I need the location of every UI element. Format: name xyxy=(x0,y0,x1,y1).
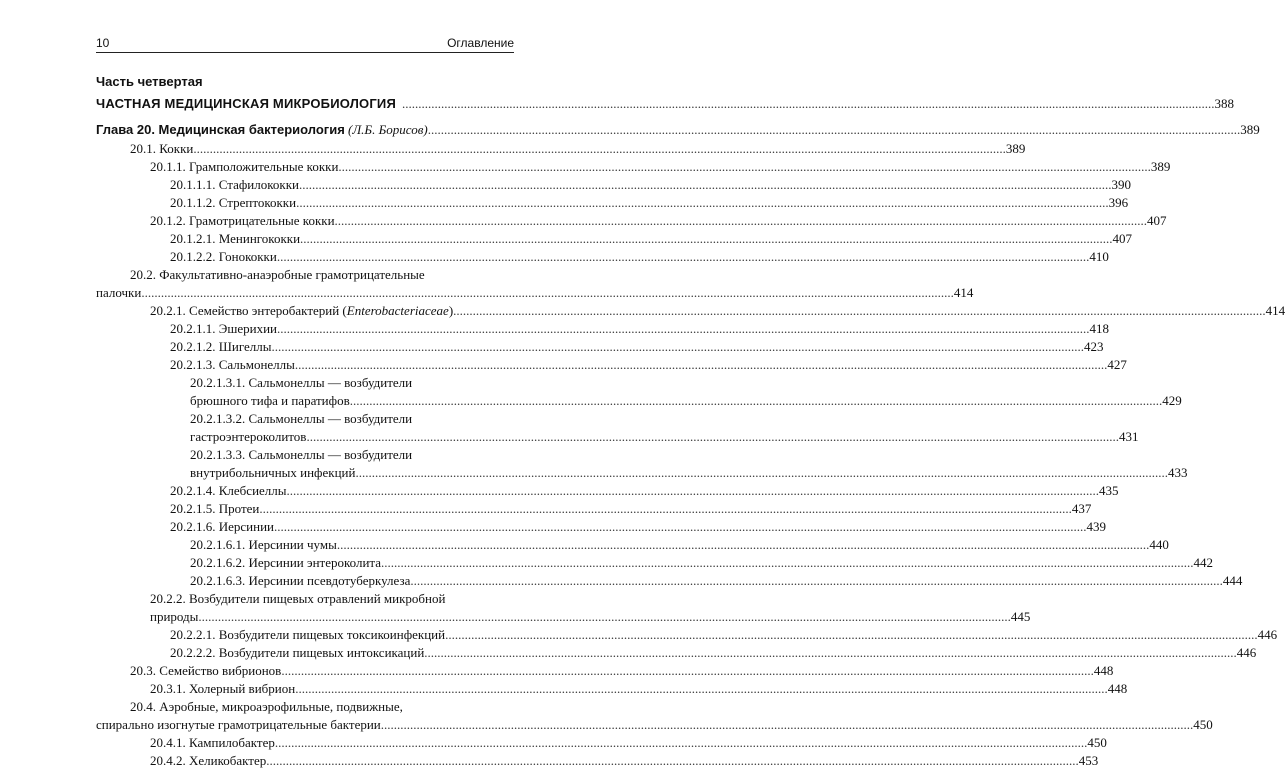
toc-entry-title: природы xyxy=(150,609,199,624)
toc-dot-leader: .......................................................................................................................................................................................................................................................... xyxy=(334,213,1148,228)
toc-entry-leader xyxy=(170,195,1129,211)
toc-page-number: 423 xyxy=(1083,339,1104,354)
toc-entry-leader xyxy=(130,141,1026,157)
toc-page-number: 446 xyxy=(1257,627,1278,642)
toc-page-number: 440 xyxy=(1149,537,1169,552)
toc-page-number: 427 xyxy=(1107,357,1127,372)
toc-entry-leader xyxy=(170,627,1278,643)
toc-entry xyxy=(96,357,1127,373)
toc-entry-leader xyxy=(150,681,1128,697)
toc-page-number: 414 xyxy=(1265,303,1285,318)
toc-dot-leader: .......................................................................................................................................................................................................................................................... xyxy=(336,537,1150,552)
toc-page-number: 450 xyxy=(1193,717,1213,732)
toc-entry-leader xyxy=(170,339,1104,355)
toc-entry-leader xyxy=(96,122,1260,138)
toc-entry-title-line: 20.4. Аэробные, микроаэрофильные, подвижные, xyxy=(130,699,403,714)
toc-entry-title-line: 20.2. Факультативно-анаэробные грамотрицательные xyxy=(130,267,425,282)
toc-entry xyxy=(96,645,1257,661)
toc-dot-leader: .......................................................................................................................................................................................................................................................... xyxy=(453,303,1266,318)
toc-entry-line xyxy=(96,375,514,391)
toc-entry-title: 20.2.1. Семейство энтеробактерий ( xyxy=(150,303,347,318)
toc-entry xyxy=(96,681,1128,697)
toc-entry-title: 20.2.1.6.2. Иерсинии энтероколита xyxy=(190,555,382,570)
toc-page-number: 431 xyxy=(1118,429,1139,444)
toc-entry xyxy=(96,213,1167,229)
toc-entry-title: 20.2.1.6.1. Иерсинии чумы xyxy=(190,537,337,552)
toc-entry xyxy=(96,573,1243,589)
toc-page-number: 435 xyxy=(1099,483,1119,498)
toc-dot-leader: .......................................................................................................................................................................................................................................................... xyxy=(266,753,1079,768)
toc-entry xyxy=(96,122,1260,138)
toc-dot-leader: .......................................................................................................................................................................................................................................................... xyxy=(338,159,1151,174)
toc-dot-leader: .......................................................................................................................................................................................................................................................... xyxy=(306,429,1119,444)
running-title: Оглавление xyxy=(447,36,514,50)
toc-page-number: 446 xyxy=(1236,645,1257,660)
toc-entry xyxy=(96,501,1092,517)
toc-dot-leader: .......................................................................................................................................................................................................................................................... xyxy=(380,717,1194,732)
toc-page-number: 389 xyxy=(1240,122,1260,137)
toc-page-number: 407 xyxy=(1112,231,1133,246)
toc-entry-title: 20.1.2.1. Менингококки xyxy=(170,231,301,246)
toc-entry-title: 20.2.2.2. Возбудители пищевых интоксикаций xyxy=(170,645,425,660)
toc-entry-title: 20.2.1.2. Шигеллы xyxy=(170,339,272,354)
part-label: Часть четвертая xyxy=(96,74,203,89)
toc-dot-leader: .......................................................................................................................................................................................................................................................... xyxy=(296,195,1109,210)
toc-page-number: 388 xyxy=(1214,96,1235,111)
toc-dot-leader: .......................................................................................................................................................................................................................................................... xyxy=(286,483,1099,498)
toc-dot-leader: .......................................................................................................................................................................................................................................................... xyxy=(402,96,1215,111)
header-rule xyxy=(96,52,514,53)
toc-entry-leader xyxy=(170,483,1119,499)
toc-page-number: 414 xyxy=(953,285,974,300)
toc-page-number: 418 xyxy=(1089,321,1109,336)
toc-dot-leader: .......................................................................................................................................................................................................................................................... xyxy=(193,141,1006,156)
toc-entry xyxy=(96,429,1139,445)
toc-dot-leader: .......................................................................................................................................................................................................................................................... xyxy=(141,285,954,300)
toc-entry xyxy=(96,537,1169,553)
toc-entry-title: 20.2.1.5. Протеи xyxy=(170,501,260,516)
toc-page-number: 389 xyxy=(1005,141,1026,156)
toc-entry-title: 20.2.1.3. Сальмонеллы xyxy=(170,357,295,372)
toc-entry-leader xyxy=(170,519,1107,535)
toc-dot-leader: .......................................................................................................................................................................................................................................................... xyxy=(281,663,1094,678)
toc-entry-leader xyxy=(170,321,1109,337)
toc-entry-title: гастроэнтероколитов xyxy=(190,429,307,444)
toc-dot-leader: .......................................................................................................................................................................................................................................................... xyxy=(295,681,1108,696)
toc-entry xyxy=(96,519,1107,535)
toc-entry-title: 20.1.2. Грамотрицательные кокки xyxy=(150,213,335,228)
toc-dot-leader: .......................................................................................................................................................................................................................................................... xyxy=(445,627,1258,642)
toc-entry-leader xyxy=(170,231,1133,247)
toc-entry-leader xyxy=(190,429,1139,445)
toc-entry-leader xyxy=(150,753,1099,769)
toc-entry-line xyxy=(96,447,514,463)
toc-entry xyxy=(96,753,1099,769)
toc-entry-title: 20.2.1.4. Клебсиеллы xyxy=(170,483,287,498)
toc-entry-title-line: 20.2.2. Возбудители пищевых отравлений микробной xyxy=(150,591,446,606)
toc-page-number: 407 xyxy=(1147,213,1167,228)
toc-entry-leader xyxy=(170,501,1092,517)
toc-entry-title-line: 20.2.1.3.2. Сальмонеллы — возбудители xyxy=(190,411,413,426)
toc-entry xyxy=(96,321,1109,337)
toc-entry-title: внутрибольничных инфекций xyxy=(190,465,356,480)
toc-dot-leader: .......................................................................................................................................................................................................................................................... xyxy=(349,393,1163,408)
toc-entry-title: 20.1. Кокки xyxy=(130,141,194,156)
toc-entry-title: 20.1.2.2. Гонококки xyxy=(170,249,277,264)
toc-entry-leader xyxy=(170,249,1109,265)
toc-page-number: 429 xyxy=(1162,393,1182,408)
toc-entry-leader xyxy=(96,285,974,301)
toc-entry-leader xyxy=(150,303,1285,319)
toc-entry-title: ЧАСТНАЯ МЕДИЦИНСКАЯ МИКРОБИОЛОГИЯ xyxy=(96,96,397,111)
toc-page-number: 442 xyxy=(1193,555,1214,570)
toc-page-number: 453 xyxy=(1078,753,1099,768)
toc-entry xyxy=(96,609,1031,625)
toc-entry-title: 20.3. Семейство вибрионов xyxy=(130,663,282,678)
toc-entry-leader xyxy=(190,465,1188,481)
toc-page-number: 437 xyxy=(1071,501,1092,516)
toc-dot-leader: .......................................................................................................................................................................................................................................................... xyxy=(294,357,1108,372)
toc-entry-leader xyxy=(170,645,1257,661)
toc-entry-title: 20.1.1. Грамположительные кокки xyxy=(150,159,339,174)
toc-entry-title: 20.4.1. Кампилобактер xyxy=(150,735,275,750)
toc-entry xyxy=(96,231,1133,247)
toc-entry xyxy=(96,555,1214,571)
toc-page-number: 396 xyxy=(1108,195,1129,210)
toc-dot-leader: .......................................................................................................................................................................................................................................................... xyxy=(381,555,1194,570)
toc-entry xyxy=(96,627,1278,643)
toc-entry-title: брюшного тифа и паратифов xyxy=(190,393,350,408)
toc-entry-leader xyxy=(150,609,1031,625)
page-header xyxy=(96,34,514,50)
toc-dot-leader: .......................................................................................................................................................................................................................................................... xyxy=(300,231,1113,246)
toc-entry-title: спирально изогнутые грамотрицательные бактерии xyxy=(96,717,381,732)
toc-entry-leader xyxy=(150,213,1167,229)
toc-entry-title: 20.4.2. Хеликобактер xyxy=(150,753,267,768)
toc-entry-title: 20.2.2.1. Возбудители пищевых токсикоинфекций xyxy=(170,627,446,642)
toc-entry-author: (Л.Б. Борисов) xyxy=(348,122,428,137)
toc-dot-leader: .......................................................................................................................................................................................................................................................... xyxy=(276,249,1090,264)
toc-entry-title-line: 20.2.1.3.3. Сальмонеллы — возбудители xyxy=(190,447,413,462)
toc-dot-leader: .......................................................................................................................................................................................................................................................... xyxy=(424,645,1237,660)
toc-page-number: 444 xyxy=(1222,573,1243,588)
page-number: 10 xyxy=(96,36,110,50)
toc-page-number: 389 xyxy=(1150,159,1171,174)
toc-entry-leader xyxy=(96,717,1213,733)
toc-entry xyxy=(96,393,1182,409)
toc-entry xyxy=(96,96,1235,112)
toc-page-number: 439 xyxy=(1086,519,1107,534)
toc-entry-leader xyxy=(190,393,1182,409)
toc-page-number: 445 xyxy=(1010,609,1031,624)
toc-entry xyxy=(96,465,1188,481)
toc-page-number: 448 xyxy=(1107,681,1128,696)
toc-entry xyxy=(96,303,1285,319)
toc-page-number: 433 xyxy=(1167,465,1188,480)
toc-entry-leader xyxy=(190,537,1169,553)
toc-entry-title: 20.3.1. Холерный вибрион xyxy=(150,681,296,696)
toc-entry-leader xyxy=(96,96,1235,112)
toc-entry-leader xyxy=(190,555,1214,571)
toc-dot-leader: .......................................................................................................................................................................................................................................................... xyxy=(274,735,1088,750)
toc-dot-leader: .......................................................................................................................................................................................................................................................... xyxy=(274,519,1087,534)
toc-page-number: 450 xyxy=(1087,735,1107,750)
toc-entry xyxy=(96,195,1129,211)
toc-entry-title: палочки xyxy=(96,285,142,300)
toc-entry xyxy=(96,141,1026,157)
toc-entry-leader xyxy=(170,177,1131,193)
toc-dot-leader: .......................................................................................................................................................................................................................................................... xyxy=(427,122,1241,137)
toc-entry-title-suffix: ) xyxy=(448,303,454,318)
toc-entry-title: Глава 20. Медицинская бактериология xyxy=(96,122,345,137)
toc-entry-leader xyxy=(150,735,1107,751)
toc-entry xyxy=(96,717,1213,733)
toc-dot-leader: .......................................................................................................................................................................................................................................................... xyxy=(410,573,1223,588)
toc-entry xyxy=(96,663,1114,679)
toc-dot-leader: .......................................................................................................................................................................................................................................................... xyxy=(271,339,1084,354)
toc-entry xyxy=(96,339,1104,355)
toc-entry xyxy=(96,483,1119,499)
toc-entry-leader xyxy=(190,573,1243,589)
toc-dot-leader: .......................................................................................................................................................................................................................................................... xyxy=(259,501,1072,516)
toc-entry-title: 20.1.1.2. Стрептококки xyxy=(170,195,297,210)
toc-entry-title: 20.2.1.1. Эшерихии xyxy=(170,321,277,336)
toc-page-number: 390 xyxy=(1111,177,1131,192)
toc-entry xyxy=(96,159,1171,175)
toc-entry-line xyxy=(96,699,514,715)
toc-entry-title-line: 20.2.1.3.1. Сальмонеллы — возбудители xyxy=(190,375,413,390)
toc-entry-leader xyxy=(170,357,1127,373)
toc-dot-leader: .......................................................................................................................................................................................................................................................... xyxy=(298,177,1112,192)
toc-entry-title: 20.1.1.1. Стафилококки xyxy=(170,177,299,192)
toc-entry xyxy=(96,177,1131,193)
toc-entry-line xyxy=(96,411,514,427)
toc-dot-leader: .......................................................................................................................................................................................................................................................... xyxy=(355,465,1168,480)
toc-entry xyxy=(96,249,1109,265)
toc-entry-line xyxy=(96,267,514,283)
toc-page-number: 410 xyxy=(1089,249,1109,264)
toc-entry-leader xyxy=(130,663,1114,679)
toc-entry-title: 20.2.1.6. Иерсинии xyxy=(170,519,275,534)
toc-entry xyxy=(96,285,974,301)
toc-entry xyxy=(96,735,1107,751)
toc-entry-leader xyxy=(150,159,1171,175)
toc-dot-leader: .......................................................................................................................................................................................................................................................... xyxy=(276,321,1090,336)
toc-dot-leader: .......................................................................................................................................................................................................................................................... xyxy=(198,609,1011,624)
toc-entry-title: 20.2.1.6.3. Иерсинии псевдотуберкулеза xyxy=(190,573,411,588)
toc-entry-line xyxy=(96,591,514,607)
toc-page-number: 448 xyxy=(1093,663,1114,678)
toc-entry-title-latin: Enterobacteriaceae xyxy=(346,303,449,318)
